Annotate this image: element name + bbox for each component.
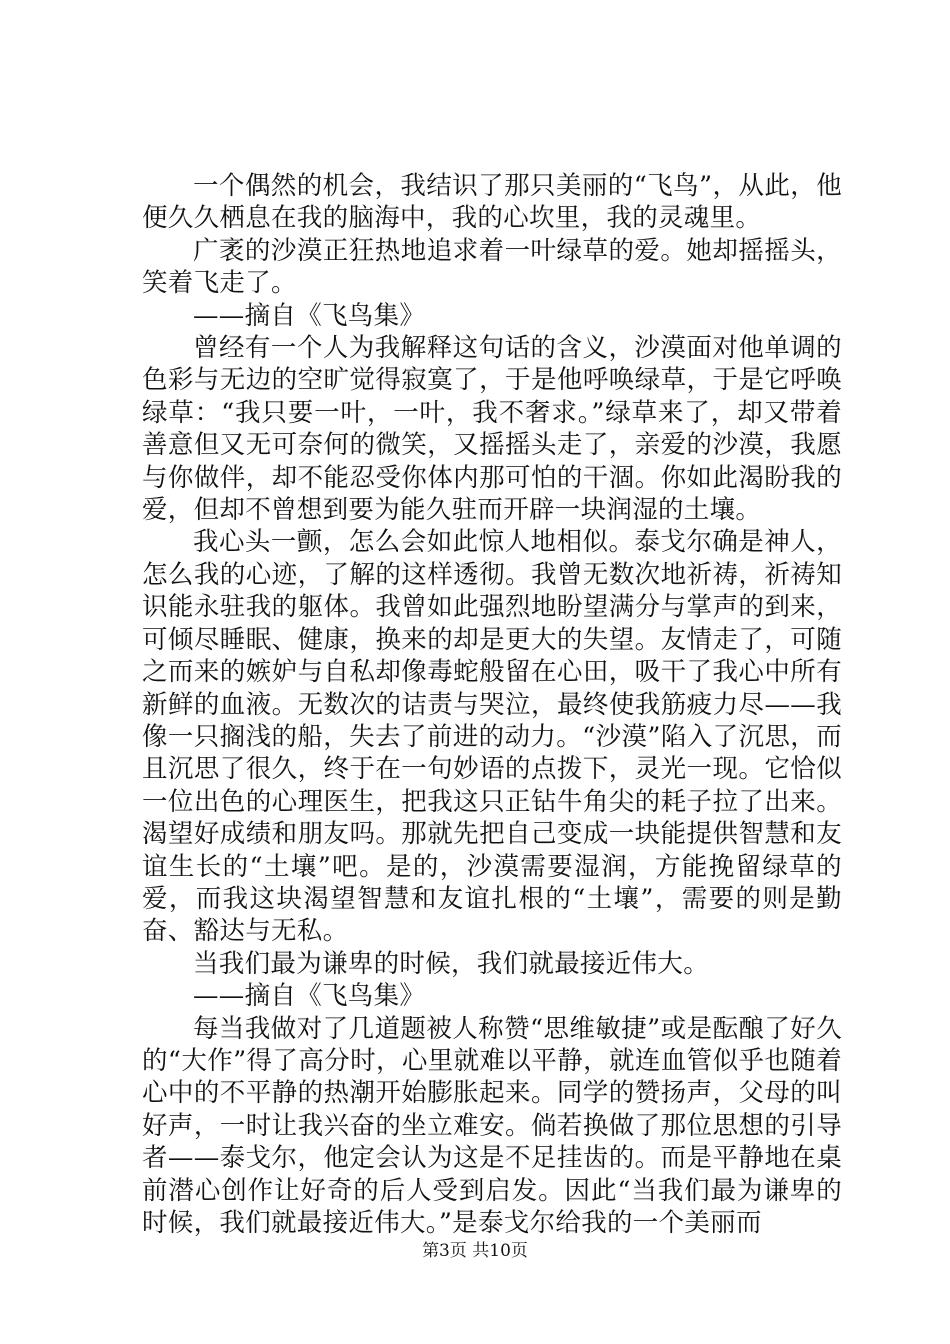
paragraph-intro: 一个偶然的机会，我结识了那只美丽的“飞鸟”，从此，他便久久栖息在我的脑海中，我的心坎里，我的灵魂里。 <box>142 171 842 234</box>
paragraph-reflection: 我心头一颤，怎么会如此惊人地相似。泰戈尔确是神人，怎么我的心迹，了解的这样透彻。我曾无数次地祈祷，祈祷知识能永驻我的躯体。我曾如此强烈地盼望满分与掌声的到来，可倾尽睡眠、健康，换来的却是更大的失望。友情走了，可随之而来的嫉妒与自私却像毒蛇般留在心田，吸干了我心中所有新鲜的血液。无数次的诘责与哭泣，最终使我筋疲力尽——我像一只搁浅的船，失去了前进的动力。“沙漠”陷入了沉思，而且沉思了很久，终于在一句妙语的点拨下，灵光一现。它恰似一位出色的心理医生，把我这只正钻牛角尖的耗子拉了出来。渴望好成绩和朋友吗。那就先把自己变成一块能提供智慧和友谊生长的“土壤”吧。是的，沙漠需要湿润，方能挽留绿草的爱，而我这块渴望智慧和友谊扎根的“土壤”，需要的则是勤奋、豁达与无私。 <box>142 527 842 947</box>
page-number: 第3页 共10页 <box>422 1241 528 1261</box>
quote-humility: 当我们最为谦卑的时候，我们就最接近伟大。 <box>193 948 710 979</box>
quote-source: ——摘自《飞鸟集》 <box>193 300 426 331</box>
quote-desert: 广袤的沙漠正狂热地追求着一叶绿草的爱。她却摇摇头，笑着飞走了。 <box>142 235 842 299</box>
quote-source: ——摘自《飞鸟集》 <box>193 981 426 1012</box>
document-body <box>142 170 842 1239</box>
paragraph-humility: 每当我做对了几道题被人称赞“思维敏捷”或是酝酿了好久的“大作”得了高分时，心里就难以平静，就连血管似乎也随着心中的不平静的热潮开始膨胀起来。同学的赞扬声，父母的叫好声，一时让我兴奋的坐立难安。倘若换做了那位思想的引导者——泰戈尔，他定会认为这是不足挂齿的。而是平静地在桌前潜心创作让好奇的后人受到启发。因此“当我们最为谦卑的时候，我们就最接近伟大。”是泰戈尔给我的一个美丽而 <box>142 1013 842 1238</box>
paragraph-explanation: 曾经有一个人为我解释这句话的含义，沙漠面对他单调的色彩与无边的空旷觉得寂寞了，于是他呼唤绿草，于是它呼唤绿草：“我只要一叶，一叶，我不奢求。”绿草来了，却又带着善意但又无可奈何的微笑，又摇摇头走了，亲爱的沙漠，我愿与你做伴，却不能忍受你体内那可怕的干涸。你如此渴盼我的爱，但却不曾想到要为能久驻而开辟一块润湿的土壤。 <box>142 333 842 526</box>
